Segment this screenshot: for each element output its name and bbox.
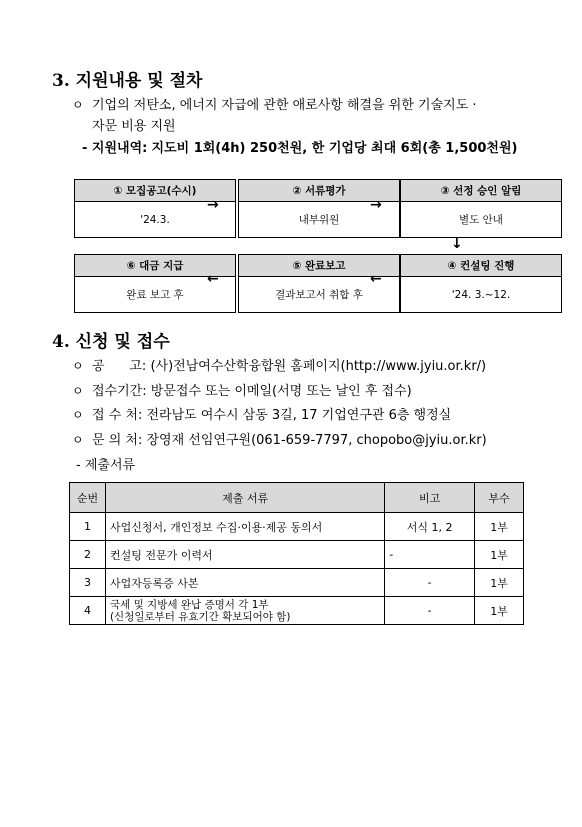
cell-doc: 사업자등록증 사본 [105,569,384,597]
flow-step-body: '24.3. [140,213,170,226]
flow-step-body: 완료 보고 후 [126,289,184,301]
table-row [70,541,524,569]
cell-doc: 컨설팅 전문가 이력서 [105,541,384,569]
info-period [92,380,412,399]
cell-qty: 1부 [475,541,524,569]
info-label: 공 고: [92,359,147,374]
cell-note: - [385,569,475,597]
arrow-right-icon: → [370,197,382,213]
arrow-left-icon: ← [207,271,219,287]
docs-heading: - 제출서류 [76,458,136,473]
cell-no: 3 [70,569,106,597]
arrow-right-icon: → [207,197,219,213]
cell-qty: 1부 [475,569,524,597]
table-row [70,597,524,625]
flow-step-body: '24. 3.~12. [451,288,511,301]
flow-step-head: ① 모집공고(수시) [75,180,235,202]
bullet: ㅇ [72,433,84,447]
support-detail-prefix: - 지원내역: [82,141,148,156]
info-label: 문 의 처: [92,433,143,448]
bullet: ㅇ [72,408,84,422]
cell-qty: 1부 [475,513,524,541]
cell-doc [105,597,384,625]
flow-step-head: ③ 선정 승인 알림 [401,180,561,202]
col-note: 비고 [385,483,475,513]
info-label: 접 수 처: [92,408,143,423]
col-doc: 제출 서류 [105,483,384,513]
flow-step-4 [400,254,562,313]
support-detail-text: 지도비 1회(4h) 250천원, 한 기업당 최대 6회(총 1,500천원) [151,141,518,156]
info-label: 접수기간: [92,384,147,399]
cell-no: 1 [70,513,106,541]
col-no: 순번 [70,483,106,513]
support-line1: 기업의 저탄소, 에너지 자급에 관한 애로사항 해결을 위한 기술지도 · [92,98,477,113]
info-place [92,404,451,423]
cell-note: - [385,597,475,625]
section3-title: 3. 지원내용 및 절차 [52,71,203,91]
info-value: 장영재 선임연구원(061-659-7797, chopobo@jyiu.or.kr) [146,433,487,448]
flow-step-head: ② 서류평가 [239,180,399,202]
flow-step-body: 별도 안내 [459,214,503,226]
info-notice [92,355,486,374]
section4-title: 4. 신청 및 접수 [52,332,170,352]
cell-no: 2 [70,541,106,569]
documents-table [69,482,524,625]
flow-step-head: ④ 컨설팅 진행 [401,255,561,277]
cell-qty: 1부 [475,597,524,625]
flow-step-head: ⑤ 완료보고 [239,255,399,277]
support-line2: 자문 비용 지원 [92,119,176,134]
cell-note: - [385,541,475,569]
flow-step-head: ⑥ 대금 지급 [75,255,235,277]
table-row [70,513,524,541]
info-value: 방문접수 또는 이메일(서명 또는 날인 후 접수) [150,384,412,399]
info-contact [92,429,487,448]
arrow-left-icon: ← [370,271,382,287]
flow-step-body: 내부위원 [298,214,340,226]
cell-note: 서식 1, 2 [385,513,475,541]
table-row [70,569,524,597]
arrow-down-icon: ↓ [451,236,463,252]
cell-doc: 사업신청서, 개인정보 수집·이용·제공 동의서 [105,513,384,541]
bullet: ㅇ [72,98,84,112]
flow-step-3 [400,179,562,238]
col-qty: 부수 [475,483,524,513]
bullet: ㅇ [72,359,84,373]
info-value: (사)전남여수산학융합원 홈페이지(http://www.jyiu.or.kr/) [150,359,487,374]
support-detail [82,137,517,156]
cell-no: 4 [70,597,106,625]
flow-step-body: 결과보고서 취합 후 [275,289,363,301]
cell-doc-line2: (신청일로부터 유효기간 확보되어야 함) [109,610,291,623]
table-header-row [70,483,524,513]
info-value: 전라남도 여수시 삼동 3길, 17 기업연구관 6층 행정실 [146,408,452,423]
bullet: ㅇ [72,384,84,398]
cell-doc-line1: 국세 및 지방세 완납 증명서 각 1부 [109,598,269,611]
